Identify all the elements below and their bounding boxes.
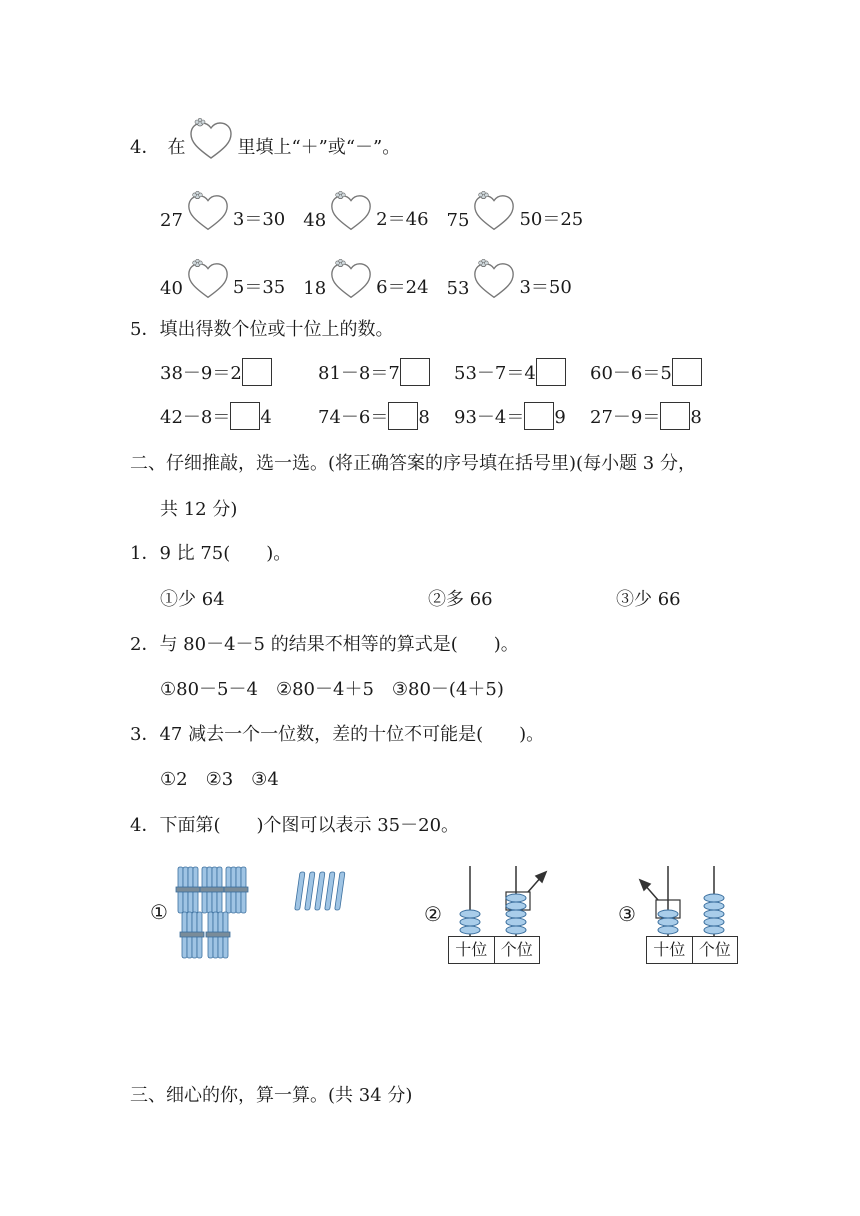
operand-a: 40 xyxy=(160,278,183,299)
q5-item xyxy=(590,402,702,430)
tens-label: 十位 xyxy=(449,937,495,963)
q5-title: 5．填出得数个位或十位上的数。 xyxy=(130,319,394,340)
s2-q1-text: 1．9 比 75( )。 xyxy=(130,543,292,564)
figure-2-label: ② xyxy=(424,902,442,926)
q4-equation xyxy=(447,185,584,231)
figure-1-sticks[interactable] xyxy=(150,862,370,962)
figure-2-abacus[interactable] xyxy=(424,858,554,968)
section2-heading-line2: 共 12 分) xyxy=(160,499,238,520)
heart-input-icon[interactable] xyxy=(328,191,374,237)
abacus-base xyxy=(646,936,738,964)
q5-item xyxy=(590,358,702,386)
answer-box[interactable] xyxy=(524,402,554,430)
operand-a: 18 xyxy=(303,278,327,299)
q5-item xyxy=(454,358,566,386)
operand-a: 27 xyxy=(160,210,183,231)
answer-box[interactable] xyxy=(388,402,418,430)
s2-q2-text: 2．与 80－4－5 的结果不相等的算式是( )。 xyxy=(130,634,519,655)
q5-expression: 27－9＝ xyxy=(590,407,661,428)
answer-box[interactable] xyxy=(672,358,702,386)
figure-3-abacus[interactable] xyxy=(618,858,748,968)
answer-box[interactable] xyxy=(660,402,690,430)
q5-expression: 42－8＝ xyxy=(160,407,231,428)
operand-b: 3＝50 xyxy=(519,277,572,298)
answer-box[interactable] xyxy=(400,358,430,386)
answer-box[interactable] xyxy=(536,358,566,386)
heart-input-icon[interactable] xyxy=(185,191,231,237)
s2-q1-option-3[interactable]: ③少 66 xyxy=(616,589,681,610)
q5-expression: 38－9＝2 xyxy=(160,363,242,384)
s2-q3-text: 3．47 减去一个一位数，差的十位不可能是( )。 xyxy=(130,724,545,745)
q4-equation xyxy=(160,253,285,299)
q5-item xyxy=(454,402,566,430)
q4-row-1 xyxy=(160,183,601,231)
s2-q1-option-1[interactable]: ①少 64 xyxy=(160,589,225,610)
q4-pre: 在 xyxy=(167,137,186,158)
tens-label: 十位 xyxy=(647,937,693,963)
abacus-icon xyxy=(618,858,748,938)
q5-expression: 74－6＝ xyxy=(318,407,389,428)
q5-item xyxy=(318,402,430,430)
q4-number: 4． xyxy=(130,137,160,158)
operand-b: 5＝35 xyxy=(232,277,286,298)
q5-expression: 60－6＝5 xyxy=(590,363,672,384)
section3-heading: 三、细心的你，算一算。(共 34 分) xyxy=(130,1085,413,1106)
answer-box[interactable] xyxy=(230,402,260,430)
heart-blank-icon xyxy=(187,118,235,166)
q4-equation xyxy=(160,185,285,231)
q4-equation xyxy=(447,253,572,299)
q4-heading xyxy=(130,130,400,166)
ones-label: 个位 xyxy=(500,940,533,959)
figure-1-label: ① xyxy=(150,900,168,924)
ones-label: 个位 xyxy=(698,940,731,959)
q4-equation xyxy=(303,253,428,299)
q5-digit: 8 xyxy=(418,407,430,428)
abacus-icon xyxy=(424,858,554,938)
heart-input-icon[interactable] xyxy=(328,259,374,305)
q5-expression: 93－4＝ xyxy=(454,407,525,428)
q4-post: 里填上“＋”或“－”。 xyxy=(237,137,401,158)
q4-equation xyxy=(303,185,428,231)
q4-row-2 xyxy=(160,251,590,299)
q5-digit: 8 xyxy=(690,407,702,428)
operand-a: 48 xyxy=(303,210,327,231)
s2-q3-options[interactable]: ①2 ②3 ③4 xyxy=(160,769,279,790)
operand-a: 75 xyxy=(446,210,470,231)
s2-q4-text: 4．下面第( )个图可以表示 35－20。 xyxy=(130,815,460,836)
s2-q2-options[interactable]: ①80－5－4 ②80－4＋5 ③80－(4＋5) xyxy=(160,679,504,700)
operand-b: 50＝25 xyxy=(519,209,584,230)
s2-q1-option-2[interactable]: ②多 66 xyxy=(428,589,493,610)
q5-digit: 9 xyxy=(554,407,566,428)
operand-b: 6＝24 xyxy=(376,277,429,298)
q5-item xyxy=(160,358,272,386)
operand-b: 3＝30 xyxy=(232,209,286,230)
operand-b: 2＝46 xyxy=(376,209,429,230)
heart-input-icon[interactable] xyxy=(471,259,517,305)
heart-input-icon[interactable] xyxy=(471,191,517,237)
stick-bundles-icon xyxy=(150,862,370,962)
q5-expression: 53－7＝4 xyxy=(454,363,536,384)
q5-item xyxy=(318,358,430,386)
operand-a: 53 xyxy=(446,278,470,299)
q5-item xyxy=(160,402,272,430)
abacus-base xyxy=(448,936,540,964)
q5-expression: 81－8＝7 xyxy=(318,363,400,384)
heart-input-icon[interactable] xyxy=(185,259,231,305)
section2-heading-line1: 二、仔细推敲，选一选。(将正确答案的序号填在括号里)(每小题 3 分， xyxy=(130,453,696,474)
q5-digit: 4 xyxy=(260,407,272,428)
figure-3-label: ③ xyxy=(618,902,636,926)
answer-box[interactable] xyxy=(242,358,272,386)
